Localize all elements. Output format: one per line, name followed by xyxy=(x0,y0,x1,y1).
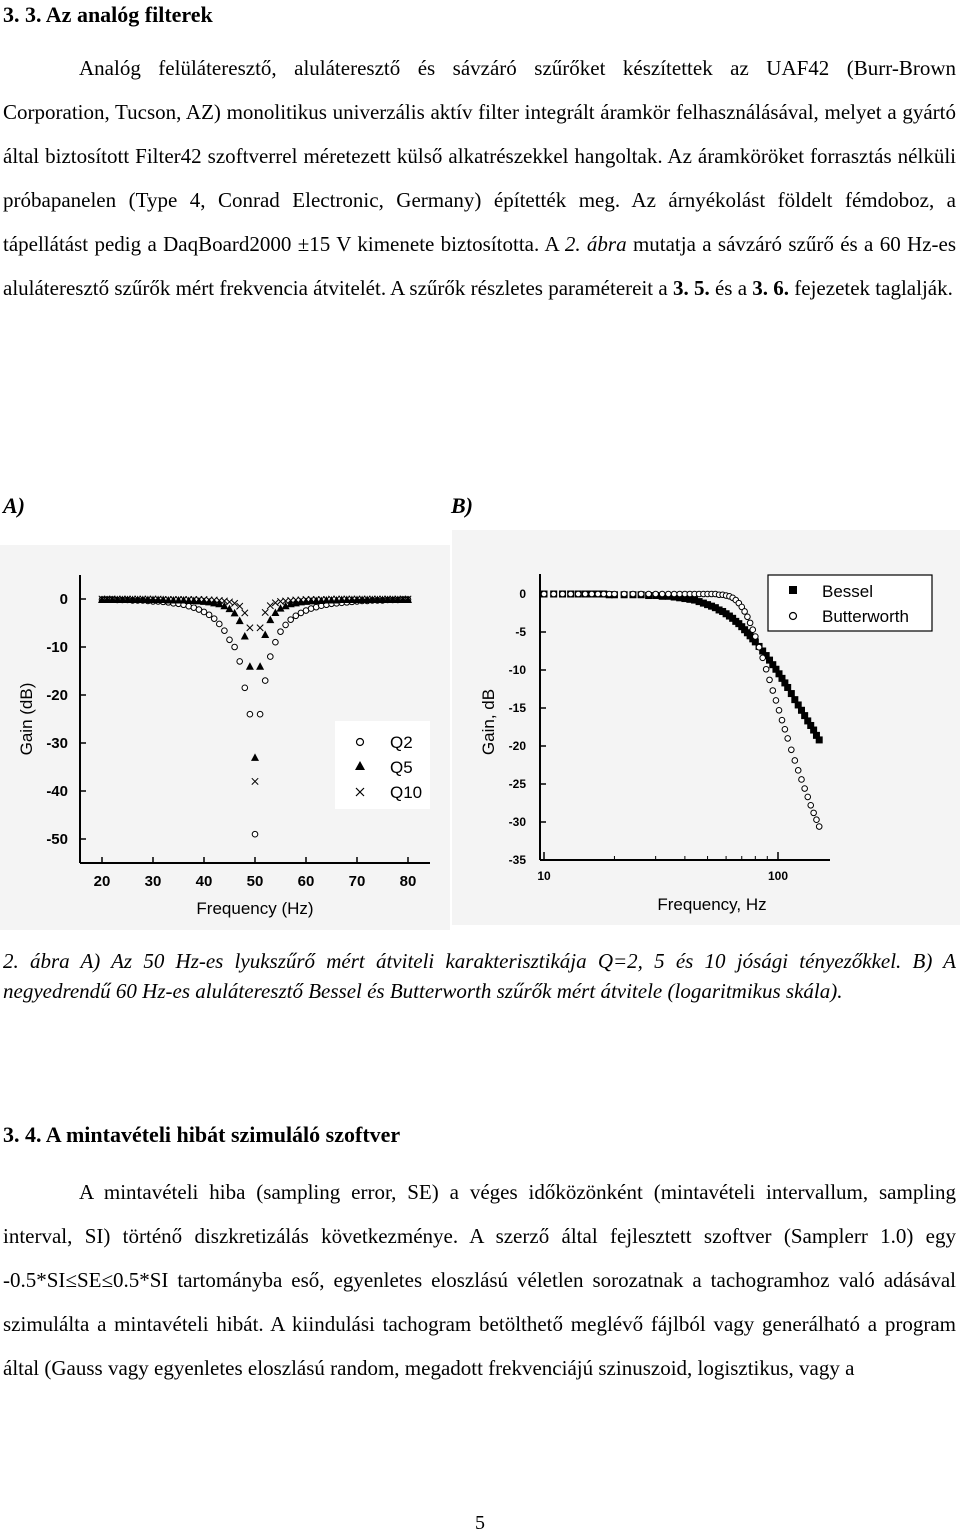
page-number: 5 xyxy=(475,1512,485,1534)
chart-b-point-butterworth xyxy=(799,777,805,783)
section-heading-3-4: 3. 4. A mintavételi hibát szimuláló szoftver xyxy=(3,1122,401,1147)
chart-b-y-tick-label: -25 xyxy=(508,777,526,791)
chart-a-point-q2 xyxy=(242,685,248,691)
section-ref-3-5: 3. 5. xyxy=(672,276,710,300)
chart-a-point-q2 xyxy=(283,622,289,628)
legend-label-bessel: Bessel xyxy=(822,582,874,601)
chart-b-point-bessel xyxy=(784,684,791,691)
chart-b-point-butterworth xyxy=(802,786,808,792)
chart-b-y-tick-label: -30 xyxy=(508,815,526,829)
chart-b-point-butterworth xyxy=(785,736,791,742)
section-heading-3-3: 3. 3. Az analóg filterek xyxy=(3,2,213,27)
chart-a-y-label: Gain (dB) xyxy=(17,682,36,756)
section-ref-3-6: 3. 6. xyxy=(752,276,790,300)
chart-a-point-q2 xyxy=(273,639,279,645)
chart-a-point-q2 xyxy=(217,621,223,627)
chart-b-point-butterworth xyxy=(760,655,766,661)
chart-b-point-butterworth xyxy=(671,591,677,597)
chart-b-point-butterworth xyxy=(767,677,773,683)
chart-a-x-tick-label: 80 xyxy=(399,873,417,890)
paragraph-continuation: mutatja a sávzáró szűrő és a 60 Hz-es aluláteresztő szűrők mért frekvencia átvitelét. A szűrők részletes paramétereit a xyxy=(3,232,957,300)
chart-a-x-tick-label: 70 xyxy=(348,873,366,890)
chart-b-point-butterworth xyxy=(763,666,769,672)
figure-caption: 2. ábra A) Az 50 Hz-es lyukszűrő mért átviteli karakterisztikája Q=2, 5 és 10 jósági tényezőkkel. B) A negyedrendű 60 Hz-es aluláteresztő Bessel és Butterworth szűrők mért átvitele (logaritmikus skála). xyxy=(3,949,956,1003)
chart-b-point-butterworth xyxy=(792,758,798,764)
legend-label-butterworth: Butterworth xyxy=(822,607,909,626)
figure-panel-label-a: A) xyxy=(3,493,25,518)
chart-b-point-butterworth xyxy=(653,591,659,597)
chart-a-point-q2 xyxy=(222,628,228,634)
chart-a-point-q2 xyxy=(268,654,274,660)
chart-b-point-butterworth xyxy=(782,726,788,732)
chart-b-point-butterworth xyxy=(811,810,817,816)
chart-b-x-label: Frequency, Hz xyxy=(657,895,767,914)
figure-ref-number: 2. xyxy=(564,232,581,256)
section-3-4-paragraph xyxy=(3,1170,956,1390)
chart-a-y-tick-label: -30 xyxy=(46,735,68,752)
chart-a-x-tick-label: 50 xyxy=(246,873,264,890)
chart-b-y-tick-label: -35 xyxy=(508,853,526,867)
chart-b-point-butterworth xyxy=(595,591,601,597)
chart-b-point-bessel xyxy=(788,690,795,697)
chart-b-y-tick-label: -20 xyxy=(508,739,526,753)
figure-panel-label-b: B) xyxy=(451,493,473,518)
chart-b-point-butterworth xyxy=(808,802,814,808)
chart-b-y-tick-label: -15 xyxy=(508,701,526,715)
chart-b-point-butterworth xyxy=(776,707,782,713)
chart-b-point-butterworth xyxy=(666,591,672,597)
chart-b-point-butterworth xyxy=(541,591,547,597)
chart-b-point-butterworth xyxy=(560,591,566,597)
chart-b-point-butterworth xyxy=(659,591,665,597)
chart-b-y-tick-label: 0 xyxy=(519,587,526,601)
paragraph-text: A mintavételi hiba (sampling error, SE) a véges időközönként (mintavételi intervallum, sampling interval, SI) történő diszkretizálás következménye. A szerző által fejlesztett szoftver (Samplerr 1.0) egy -0.5*SI≤SE≤0.5*SI tartományba eső, egyenletes eloszlású véletlen sorozatnak a tachogramhoz való adásával szimulálta a mintavételi hibát. A kiindulási tachogram betölthető meglévő fájlból vagy generálható a program által (Gauss vagy egyenletes eloszlású random, megadott frekvenciájú szinuszoid, logisztikus, vagy a xyxy=(3,1180,956,1380)
legend-marker-q2 xyxy=(357,739,364,746)
figure-ref-abra: ábra xyxy=(586,232,627,256)
chart-a-x-tick-label: 20 xyxy=(93,873,111,890)
chart-b-point-butterworth xyxy=(582,591,588,597)
chart-b-legend xyxy=(768,575,932,631)
legend-marker-bessel xyxy=(789,586,797,594)
chart-a-legend xyxy=(335,721,430,809)
chart-a-y-tick-label: -40 xyxy=(46,783,68,800)
chart-a-point-q2 xyxy=(227,637,233,643)
chart-b-point-butterworth xyxy=(568,591,574,597)
chart-b-point-butterworth xyxy=(779,717,785,723)
chart-a-point-q2 xyxy=(278,629,284,635)
chart-b-point-butterworth xyxy=(814,817,820,823)
chart-b-y-tick-label: -10 xyxy=(508,663,526,677)
chart-a-y-tick-label: -20 xyxy=(46,687,68,704)
chart-a-point-q2 xyxy=(247,711,253,717)
chart-a-point-q2 xyxy=(206,612,212,618)
chart-b-x-tick-label: 100 xyxy=(767,869,789,883)
chart-a-point-q2 xyxy=(211,616,217,622)
chart-a-x-tick-label: 30 xyxy=(144,873,162,890)
chart-a-point-q2 xyxy=(232,644,238,650)
legend-label-q5: Q5 xyxy=(390,758,413,777)
chart-a-y-tick-label: -10 xyxy=(46,639,68,656)
legend-label-q2: Q2 xyxy=(390,733,413,752)
paragraph-conjunction: és a xyxy=(714,276,748,300)
legend-label-q10: Q10 xyxy=(390,783,423,802)
paragraph-end: fejezetek taglalják. xyxy=(794,276,953,300)
chart-b-x-tick-label: 10 xyxy=(537,869,551,883)
chart-b-point-butterworth xyxy=(805,794,811,800)
chart-a-y-tick-label: 0 xyxy=(59,591,68,608)
chart-b-point-butterworth xyxy=(816,824,822,830)
chart-a-point-q2 xyxy=(257,711,263,717)
chart-a-point-q2 xyxy=(237,659,243,665)
chart-b-point-butterworth xyxy=(575,591,581,597)
figure-ref-a: A xyxy=(544,232,559,256)
legend-marker-butterworth xyxy=(790,613,797,620)
chart-b-point-butterworth xyxy=(638,591,644,597)
chart-b-point-butterworth xyxy=(756,644,762,650)
chart-b-y-tick-label: -5 xyxy=(515,625,526,639)
chart-b-point-butterworth xyxy=(589,591,595,597)
chart-b-point-butterworth xyxy=(745,614,751,620)
chart-b-point-butterworth xyxy=(753,634,759,640)
chart-b-point-butterworth xyxy=(621,591,627,597)
chart-a-notch-filter xyxy=(0,545,450,930)
chart-a-y-tick-label: -50 xyxy=(46,831,68,848)
section-3-3-paragraph xyxy=(3,46,956,310)
chart-b-point-butterworth xyxy=(646,591,652,597)
chart-a-x-tick-label: 40 xyxy=(195,873,213,890)
chart-b-point-bessel xyxy=(816,736,823,743)
chart-b-point-butterworth xyxy=(612,591,618,597)
chart-b-point-butterworth xyxy=(773,698,779,704)
chart-a-x-label: Frequency (Hz) xyxy=(196,899,314,918)
chart-b-point-butterworth xyxy=(742,609,748,615)
chart-a-point-q2 xyxy=(262,678,268,684)
chart-a-x-tick-label: 60 xyxy=(297,873,315,890)
chart-b-point-butterworth xyxy=(630,591,636,597)
chart-b-y-label: Gain, dB xyxy=(479,688,498,756)
chart-b-point-butterworth xyxy=(551,591,557,597)
chart-b-point-butterworth xyxy=(601,591,607,597)
chart-b-point-butterworth xyxy=(789,747,795,753)
chart-b-point-butterworth xyxy=(747,620,753,626)
chart-a-point-q2 xyxy=(288,617,294,623)
chart-a-point-q2 xyxy=(252,831,258,837)
chart-b-point-butterworth xyxy=(750,627,756,633)
chart-b-lowpass-filters xyxy=(452,530,960,925)
paragraph-text: Analóg felüláteresztő, aluláteresztő és sávzáró szűrőket készítettek az UAF42 (Burr-Brown Corporation, Tucson, AZ) monolitikus univerzális aktív filter integrált áramkör felhasználásával, melyet a gyártó által biztosított Filter42 szoftverrel méretezett külső alkatrészekkel hangoltak. Az áramköröket forrasztás nélküli próbapanelen (Type 4, Conrad Electronic, Germany) építették meg. Az árnyékolást földelt fémdoboz, a tápellátást pedig a DaqBoard2000 ±15 V kimenete biztosította. xyxy=(3,56,956,256)
chart-b-point-butterworth xyxy=(795,768,801,774)
chart-b-point-butterworth xyxy=(770,688,776,694)
